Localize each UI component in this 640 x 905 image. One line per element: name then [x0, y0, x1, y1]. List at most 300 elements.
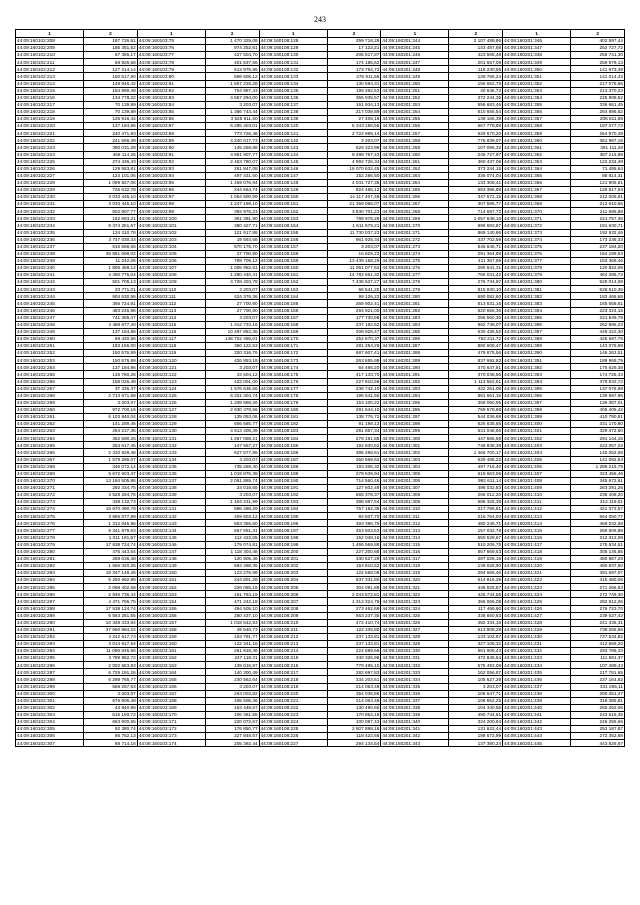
cadastral-value-cell: 767 192,35 [327, 506, 381, 513]
cadastral-value-cell: 789 709,12 [205, 257, 259, 264]
column-header: 1 [16, 30, 84, 38]
cadastral-number-cell: 44:09:160108:158 [259, 250, 327, 257]
cadastral-number-cell: 44:09:160103:116 [137, 328, 205, 335]
cadastral-value-cell: 133 102,67 [449, 633, 503, 640]
cadastral-number-cell: 44:09:160102:242 [16, 279, 84, 286]
cadastral-number-cell: 44:09:160108:138 [259, 108, 327, 115]
cadastral-value-cell: 613 808,28 [449, 626, 503, 633]
cadastral-number-cell: 44:09:160108:162 [259, 279, 327, 286]
cadastral-number-cell: 44:09:160201:422 [503, 577, 571, 584]
cadastral-number-cell: 44:09:160102:267 [16, 456, 84, 463]
cadastral-number-cell: 44:09:160103:154 [137, 598, 205, 605]
cadastral-number-cell: 44:09:160108:189 [259, 470, 327, 477]
cadastral-number-cell: 44:09:160102:304 [16, 719, 84, 726]
cadastral-value-cell: 1 057 648,16 [449, 215, 503, 222]
cadastral-number-cell: 44:09:160103:108 [137, 272, 205, 279]
cadastral-number-cell: 44:09:160201:272 [381, 236, 449, 243]
cadastral-number-cell: 44:09:160108:170 [259, 335, 327, 342]
cadastral-value-cell: 1 099 827,06 [84, 179, 138, 186]
cadastral-number-cell: 44:09:160103:75 [137, 38, 205, 45]
cadastral-value-cell: 3 865 077,89 [84, 513, 138, 520]
cadastral-value-cell: 106 652,25 [449, 697, 503, 704]
cadastral-number-cell: 44:09:160201:415 [503, 527, 571, 534]
cadastral-value-cell: 319 385,81 [571, 697, 625, 704]
cadastral-number-cell: 44:09:160201:292 [381, 378, 449, 385]
cadastral-number-cell: 44:09:160103:164 [137, 669, 205, 676]
cadastral-number-cell: 44:09:160103:174 [137, 740, 205, 747]
cadastral-value-cell: 3 203,07 [205, 101, 259, 108]
cadastral-value-cell: 152 286,50 [327, 172, 381, 179]
cadastral-value-cell: 4 992 726,34 [327, 158, 381, 165]
cadastral-number-cell: 44:09:160102:229 [16, 186, 84, 193]
cadastral-number-cell: 44:09:160102:284 [16, 577, 84, 584]
cadastral-value-cell: 88 714,16 [84, 740, 138, 747]
cadastral-number-cell: 44:09:160102:215 [16, 87, 84, 94]
cadastral-number-cell: 44:09:160201:307 [381, 484, 449, 491]
cadastral-value-cell: 237 184,20 [571, 243, 625, 250]
cadastral-number-cell: 44:09:160102:301 [16, 697, 84, 704]
cadastral-number-cell: 44:09:160102:261 [16, 413, 84, 420]
cadastral-value-cell: 1 459 076,94 [205, 179, 259, 186]
cadastral-number-cell: 44:09:160108:160 [259, 265, 327, 272]
cadastral-number-cell: 44:09:160108:147 [259, 172, 327, 179]
cadastral-value-cell: 13 439 168,29 [327, 257, 381, 264]
cadastral-value-cell: 421 373,57 [571, 506, 625, 513]
cadastral-number-cell: 44:09:160201:437 [503, 683, 571, 690]
cadastral-number-cell: 44:09:160201:444 [503, 733, 571, 740]
cadastral-value-cell: 1 314 733,16 [205, 321, 259, 328]
cadastral-value-cell: 3 203,07 [84, 690, 138, 697]
cadastral-value-cell: 627 577,86 [205, 449, 259, 456]
cadastral-value-cell: 410 790,91 [571, 413, 625, 420]
cadastral-value-cell: 214 119,01 [571, 499, 625, 506]
cadastral-number-cell: 44:09:160201:318 [381, 562, 449, 569]
cadastral-number-cell: 44:09:160103:110 [137, 286, 205, 293]
cadastral-value-cell: 305 146,85 [571, 548, 625, 555]
cadastral-value-cell: 150 576,89 [84, 357, 138, 364]
cadastral-value-cell: 336 661,45 [571, 101, 625, 108]
table-row [16, 201, 625, 208]
cadastral-number-cell: 44:09:160103:144 [137, 527, 205, 534]
cadastral-value-cell: 252 727,72 [571, 45, 625, 52]
cadastral-number-cell: 44:09:160102:257 [16, 385, 84, 392]
cadastral-value-cell: 126 916,44 [84, 116, 138, 123]
cadastral-value-cell: 148 702 465,01 [205, 335, 259, 342]
cadastral-value-cell: 14 782 661,32 [327, 272, 381, 279]
cadastral-number-cell: 44:09:160108:183 [259, 428, 327, 435]
cadastral-number-cell: 44:09:160103:130 [137, 428, 205, 435]
table-row [16, 243, 625, 250]
cadastral-number-cell: 44:09:160102:217 [16, 101, 84, 108]
cadastral-number-cell: 44:09:160103:142 [137, 513, 205, 520]
table-row [16, 293, 625, 300]
cadastral-number-cell: 44:09:160201:367 [503, 186, 571, 193]
cadastral-value-cell: 91 198,13 [327, 421, 381, 428]
cadastral-value-cell: 6 103 840,04 [84, 413, 138, 420]
cadastral-number-cell: 44:09:160103:162 [137, 655, 205, 662]
cadastral-number-cell: 44:09:160201:329 [381, 640, 449, 647]
cadastral-number-cell: 44:09:160108:153 [259, 215, 327, 222]
cadastral-value-cell: 111 581,37 [571, 655, 625, 662]
cadastral-number-cell: 44:09:160201:351 [503, 73, 571, 80]
cadastral-value-cell: 139 597,96 [571, 392, 625, 399]
cadastral-number-cell: 44:09:160201:320 [381, 577, 449, 584]
cadastral-number-cell: 44:09:160201:438 [503, 690, 571, 697]
table-row [16, 555, 625, 562]
cadastral-number-cell: 44:09:160201:280 [381, 293, 449, 300]
cadastral-number-cell: 44:09:160201:402 [503, 435, 571, 442]
cadastral-number-cell: 44:09:160201:347 [503, 45, 571, 52]
cadastral-number-cell: 44:09:160201:316 [381, 548, 449, 555]
cadastral-number-cell: 44:09:160108:164 [259, 293, 327, 300]
cadastral-number-cell: 44:09:160201:424 [503, 591, 571, 598]
cadastral-number-cell: 44:09:160103:81 [137, 80, 205, 87]
cadastral-number-cell: 44:09:160201:252 [381, 94, 449, 101]
column-header: 2 [84, 30, 138, 38]
cadastral-value-cell: 1 289 215,75 [571, 463, 625, 470]
cadastral-value-cell: 68 420,56 [84, 335, 138, 342]
cadastral-number-cell: 44:09:160201:287 [381, 343, 449, 350]
cadastral-value-cell: 3 203,07 [327, 243, 381, 250]
table-row [16, 158, 625, 165]
cadastral-value-cell: 272 352,68 [571, 733, 625, 740]
cadastral-value-cell: 217 785,81 [449, 506, 503, 513]
table-row [16, 527, 625, 534]
cadastral-number-cell: 44:09:160201:336 [381, 690, 449, 697]
table-row [16, 662, 625, 669]
cadastral-number-cell: 44:09:160103:136 [137, 470, 205, 477]
cadastral-number-cell: 44:09:160102:237 [16, 243, 84, 250]
cadastral-number-cell: 44:09:160103:153 [137, 591, 205, 598]
cadastral-number-cell: 44:09:160201:430 [503, 633, 571, 640]
cadastral-number-cell: 44:09:160103:120 [137, 357, 205, 364]
cadastral-number-cell: 44:09:160108:195 [259, 513, 327, 520]
cadastral-value-cell: 141 289,45 [84, 421, 138, 428]
cadastral-number-cell: 44:09:160103:91 [137, 151, 205, 158]
cadastral-value-cell: 282 697,83 [327, 669, 381, 676]
cadastral-number-cell: 44:09:160103:79 [137, 66, 205, 73]
column-header: 1 [381, 30, 449, 38]
table-row [16, 648, 625, 655]
cadastral-value-cell: 4 242 617,73 [84, 633, 138, 640]
cadastral-number-cell: 44:09:160201:302 [381, 449, 449, 456]
cadastral-number-cell: 44:09:160201:285 [381, 328, 449, 335]
cadastral-number-cell: 44:09:160201:375 [503, 243, 571, 250]
cadastral-value-cell: 145 268,88 [205, 144, 259, 151]
cadastral-value-cell: 1 576 636,55 [205, 385, 259, 392]
cadastral-value-cell: 1 118 304,48 [205, 548, 259, 555]
cadastral-number-cell: 44:09:160103:140 [137, 499, 205, 506]
cadastral-number-cell: 44:09:160201:350 [503, 66, 571, 73]
cadastral-number-cell: 44:09:160201:259 [381, 144, 449, 151]
cadastral-number-cell: 44:09:160102:299 [16, 683, 84, 690]
cadastral-value-cell: 158 026,48 [84, 378, 138, 385]
table-row [16, 406, 625, 413]
cadastral-value-cell: 287 026,15 [449, 555, 503, 562]
cadastral-value-cell: 122 558,08 [327, 570, 381, 577]
cadastral-number-cell: 44:09:160201:378 [503, 265, 571, 272]
cadastral-value-cell: 293 786,33 [571, 648, 625, 655]
cadastral-number-cell: 44:09:160201:353 [503, 87, 571, 94]
cadastral-value-cell: 141 014,43 [571, 73, 625, 80]
cadastral-value-cell: 347 572,15 [449, 194, 503, 201]
column-header: 1 [259, 30, 327, 38]
cadastral-value-cell: 192 830,52 [327, 442, 381, 449]
table-row [16, 130, 625, 137]
table-row [16, 364, 625, 371]
cadastral-number-cell: 44:09:160108:190 [259, 477, 327, 484]
cadastral-number-cell: 44:09:160103:150 [137, 570, 205, 577]
cadastral-number-cell: 44:09:160108:161 [259, 272, 327, 279]
cadastral-number-cell: 44:09:160103:148 [137, 555, 205, 562]
cadastral-value-cell: 748 838,38 [449, 442, 503, 449]
cadastral-number-cell: 44:09:160102:230 [16, 194, 84, 201]
cadastral-number-cell: 44:09:160102:295 [16, 655, 84, 662]
cadastral-number-cell: 44:09:160108:212 [259, 633, 327, 640]
cadastral-number-cell: 44:09:160201:295 [381, 399, 449, 406]
cadastral-number-cell: 44:09:160108:165 [259, 300, 327, 307]
table-row [16, 307, 625, 314]
cadastral-number-cell: 44:09:160108:222 [259, 704, 327, 711]
cadastral-value-cell: 107 489,43 [571, 662, 625, 669]
cadastral-number-cell: 44:09:160108:194 [259, 506, 327, 513]
cadastral-number-cell: 44:09:160201:314 [381, 534, 449, 541]
cadastral-value-cell: 2 930 378,56 [205, 406, 259, 413]
cadastral-value-cell: 2 722 989,14 [327, 130, 381, 137]
cadastral-number-cell: 44:09:160103:135 [137, 463, 205, 470]
table-row [16, 186, 625, 193]
cadastral-number-cell: 44:09:160108:210 [259, 619, 327, 626]
cadastral-value-cell: 259 718,29 [327, 38, 381, 45]
cadastral-number-cell: 44:09:160102:256 [16, 378, 84, 385]
table-row [16, 640, 625, 647]
cadastral-value-cell: 443 826,67 [571, 740, 625, 747]
cadastral-value-cell: 206 511,89 [571, 116, 625, 123]
cadastral-number-cell: 44:09:160201:261 [381, 158, 449, 165]
cadastral-number-cell: 44:09:160103:170 [137, 711, 205, 718]
cadastral-number-cell: 44:09:160103:149 [137, 562, 205, 569]
column-header: 1 [503, 30, 571, 38]
cadastral-number-cell: 44:09:160102:251 [16, 343, 84, 350]
cadastral-value-cell: 170 864,18 [327, 711, 381, 718]
cadastral-value-cell: 676 906,48 [84, 697, 138, 704]
cadastral-value-cell: 8 498 767,43 [327, 151, 381, 158]
cadastral-value-cell: 602 907,77 [84, 208, 138, 215]
cadastral-number-cell: 44:09:160103:122 [137, 371, 205, 378]
cadastral-value-cell: 411 367,69 [449, 257, 503, 264]
cadastral-value-cell: 37 660 984,22 [84, 626, 138, 633]
cadastral-number-cell: 44:09:160201:409 [503, 484, 571, 491]
cadastral-number-cell: 44:09:160103:112 [137, 300, 205, 307]
cadastral-value-cell: 230 562,64 [205, 676, 259, 683]
cadastral-value-cell: 172 754,73 [327, 66, 381, 73]
cadastral-value-cell: 529 014,08 [571, 279, 625, 286]
cadastral-number-cell: 44:09:160108:148 [259, 179, 327, 186]
cadastral-value-cell: 214 063,48 [327, 683, 381, 690]
cadastral-value-cell: 264 970,39 [571, 130, 625, 137]
cadastral-number-cell: 44:09:160201:274 [381, 250, 449, 257]
cadastral-number-cell: 44:09:160201:317 [381, 555, 449, 562]
cadastral-value-cell: 620 656,36 [449, 307, 503, 314]
cadastral-number-cell: 44:09:160102:236 [16, 236, 84, 243]
cadastral-value-cell: 483 246,96 [84, 307, 138, 314]
cadastral-value-cell: 291 364,88 [449, 250, 503, 257]
cadastral-number-cell: 44:09:160102:292 [16, 633, 84, 640]
cadastral-number-cell: 44:09:160201:283 [381, 314, 449, 321]
cadastral-number-cell: 44:09:160201:284 [381, 321, 449, 328]
cadastral-value-cell: 187 726,81 [84, 38, 138, 45]
cadastral-number-cell: 44:09:160108:154 [259, 222, 327, 229]
cadastral-number-cell: 44:09:160103:159 [137, 633, 205, 640]
cadastral-value-cell: 392 976,23 [205, 208, 259, 215]
cadastral-number-cell: 44:09:160201:379 [503, 272, 571, 279]
cadastral-number-cell: 44:09:160103:152 [137, 584, 205, 591]
cadastral-value-cell: 121 905,81 [571, 179, 625, 186]
cadastral-number-cell: 44:09:160103:143 [137, 520, 205, 527]
cadastral-number-cell: 44:09:160201:253 [381, 101, 449, 108]
cadastral-number-cell: 44:09:160103:77 [137, 52, 205, 59]
cadastral-number-cell: 44:09:160201:373 [503, 229, 571, 236]
cadastral-number-cell: 44:09:160103:171 [137, 719, 205, 726]
cadastral-number-cell: 44:09:160108:208 [259, 605, 327, 612]
table-row [16, 321, 625, 328]
cadastral-value-cell: 160 517,60 [84, 73, 138, 80]
cadastral-number-cell: 44:09:160102:253 [16, 357, 84, 364]
cadastral-value-cell: 294 921,00 [327, 307, 381, 314]
cadastral-number-cell: 44:09:160102:289 [16, 612, 84, 619]
cadastral-number-cell: 44:09:160201:434 [503, 662, 571, 669]
cadastral-value-cell: 44 840,96 [84, 704, 138, 711]
cadastral-value-cell: 264 237,35 [84, 428, 138, 435]
cadastral-number-cell: 44:09:160108:179 [259, 399, 327, 406]
table-row [16, 179, 625, 186]
cadastral-value-cell: 64 466,20 [327, 364, 381, 371]
cadastral-value-cell: 726 632,78 [84, 186, 138, 193]
cadastral-value-cell: 427 504,70 [205, 52, 259, 59]
cadastral-number-cell: 44:09:160201:411 [503, 499, 571, 506]
cadastral-value-cell: 380 427,71 [205, 222, 259, 229]
cadastral-number-cell: 44:09:160201:355 [503, 101, 571, 108]
cadastral-value-cell: 99 126,23 [327, 293, 381, 300]
cadastral-number-cell: 44:09:160103:124 [137, 385, 205, 392]
cadastral-value-cell: 143 075,58 [571, 343, 625, 350]
cadastral-number-cell: 44:09:160201:319 [381, 570, 449, 577]
cadastral-number-cell: 44:09:160201:338 [381, 704, 449, 711]
cadastral-number-cell: 44:09:160108:225 [259, 726, 327, 733]
cadastral-number-cell: 44:09:160103:134 [137, 456, 205, 463]
cadastral-number-cell: 44:09:160108:130 [259, 52, 327, 59]
table-row [16, 740, 625, 747]
cadastral-value-cell: 197 277,72 [571, 123, 625, 130]
table-row [16, 499, 625, 506]
table-row [16, 513, 625, 520]
cadastral-value-cell: 756 031,42 [449, 272, 503, 279]
cadastral-value-cell: 528 510,36 [571, 286, 625, 293]
table-row [16, 704, 625, 711]
cadastral-number-cell: 44:09:160201:342 [381, 733, 449, 740]
cadastral-number-cell: 44:09:160108:129 [259, 45, 327, 52]
cadastral-number-cell: 44:09:160102:270 [16, 477, 84, 484]
cadastral-value-cell: 704 987,43 [205, 87, 259, 94]
cadastral-number-cell: 44:09:160108:196 [259, 520, 327, 527]
table-row [16, 719, 625, 726]
cadastral-value-cell: 881 661,16 [449, 392, 503, 399]
cadastral-number-cell: 44:09:160108:166 [259, 307, 327, 314]
table-row [16, 236, 625, 243]
cadastral-value-cell: 493 396,75 [327, 520, 381, 527]
cadastral-number-cell: 44:09:160102:247 [16, 314, 84, 321]
cadastral-value-cell: 240 471,93 [84, 130, 138, 137]
cadastral-number-cell: 44:09:160103:133 [137, 449, 205, 456]
table-row [16, 690, 625, 697]
cadastral-value-cell: 637 331,80 [327, 577, 381, 584]
table-row [16, 591, 625, 598]
cadastral-number-cell: 44:09:160103:157 [137, 619, 205, 626]
cadastral-number-cell: 44:09:160108:176 [259, 378, 327, 385]
cadastral-value-cell: 1 611 679,21 [327, 222, 381, 229]
cadastral-value-cell: 153 369,46 [571, 257, 625, 264]
cadastral-number-cell: 44:09:160201:288 [381, 350, 449, 357]
cadastral-number-cell: 44:09:160201:296 [381, 406, 449, 413]
cadastral-value-cell: 372 244,35 [449, 94, 503, 101]
cadastral-value-cell: 361 391,90 [205, 215, 259, 222]
cadastral-number-cell: 44:09:160108:152 [259, 208, 327, 215]
table-row [16, 633, 625, 640]
cadastral-value-cell: 388 997,54 [327, 499, 381, 506]
cadastral-value-cell: 366 066,08 [449, 598, 503, 605]
cadastral-number-cell: 44:09:160102:248 [16, 321, 84, 328]
cadastral-number-cell: 44:09:160103:95 [137, 179, 205, 186]
cadastral-value-cell: 629 323,99 [327, 144, 381, 151]
cadastral-number-cell: 44:09:160108:144 [259, 151, 327, 158]
cadastral-number-cell: 44:09:160201:325 [381, 612, 449, 619]
cadastral-value-cell: 153 100,22 [327, 399, 381, 406]
cadastral-number-cell: 44:09:160201:401 [503, 428, 571, 435]
cadastral-value-cell: 471 242,18 [205, 598, 259, 605]
cadastral-value-cell: 381 111,28 [571, 144, 625, 151]
table-row [16, 137, 625, 144]
cadastral-number-cell: 44:09:160102:297 [16, 669, 84, 676]
cadastral-number-cell: 44:09:160102:268 [16, 463, 84, 470]
cadastral-value-cell: 345 672,61 [571, 477, 625, 484]
cadastral-value-cell: 513 975,85 [205, 66, 259, 73]
cadastral-value-cell: 1 404 231,99 [205, 499, 259, 506]
cadastral-value-cell: 510 206,75 [449, 541, 503, 548]
cadastral-value-cell: 237 182,52 [327, 321, 381, 328]
table-row [16, 477, 625, 484]
cadastral-number-cell: 44:09:160103:141 [137, 506, 205, 513]
cadastral-value-cell: 137 184,86 [84, 364, 138, 371]
cadastral-value-cell: 71 495,64 [571, 165, 625, 172]
table-row [16, 80, 625, 87]
cadastral-number-cell: 44:09:160201:363 [503, 158, 571, 165]
cadastral-number-cell: 44:09:160108:216 [259, 662, 327, 669]
cadastral-value-cell: 422 251,08 [449, 385, 503, 392]
cadastral-value-cell: 247 118,31 [205, 655, 259, 662]
cadastral-value-cell: 336 074,04 [449, 172, 503, 179]
cadastral-value-cell: 17 838 724,74 [84, 541, 138, 548]
cadastral-value-cell: 629 485,22 [449, 456, 503, 463]
table-row [16, 442, 625, 449]
cadastral-value-cell: 401 537,66 [205, 59, 259, 66]
cadastral-number-cell: 44:09:160103:166 [137, 683, 205, 690]
cadastral-value-cell: 139 016,97 [205, 662, 259, 669]
cadastral-value-cell: 961 925,34 [327, 236, 381, 243]
cadastral-value-cell: 212 005,91 [571, 194, 625, 201]
cadastral-value-cell: 268 902,41 [327, 300, 381, 307]
cadastral-value-cell: 453 603,53 [327, 527, 381, 534]
cadastral-number-cell: 44:09:160201:335 [381, 683, 449, 690]
